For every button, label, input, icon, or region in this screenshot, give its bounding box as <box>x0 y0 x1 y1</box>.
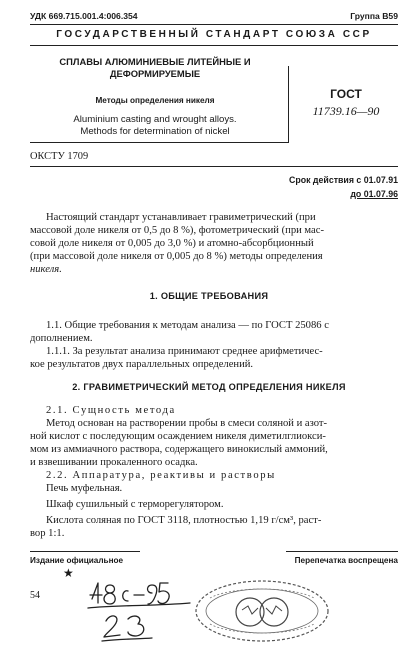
title-divider-left <box>30 142 288 143</box>
clause-2-1-text <box>30 417 395 469</box>
intro-line: никеля. <box>30 264 62 275</box>
clause-2-1-heading: 2.1. Сущность метода <box>46 405 176 416</box>
intro-line: Настоящий стандарт устанавливает гравиметрический (при <box>46 212 316 223</box>
official-edition-label: Издание официальное <box>30 556 124 565</box>
list-item: Печь муфельная. <box>46 483 123 494</box>
clause-line: Метод основан на растворении пробы в смеси соляной и азот- <box>46 418 328 429</box>
group-code: Группа В59 <box>350 11 398 21</box>
clause-line: мом из аммиачного раствора, содержащего винокислый аммоний, <box>30 444 328 455</box>
handwritten-note <box>86 577 196 647</box>
equipment-list <box>30 482 395 511</box>
clause-line: дополнением. <box>30 333 93 344</box>
clause-line: и взвешивании прокаленного осадка. <box>30 457 198 468</box>
clause-1-1-1 <box>30 345 395 371</box>
clause-line: Кислота соляная по ГОСТ 3118, плотностью 1,19 г/см³, раст- <box>46 515 322 526</box>
udk-code: УДК 669.715.001.4:006.354 <box>30 11 138 21</box>
english-title-line-1: Aluminium casting and wrought alloys. <box>73 114 237 125</box>
clause-line: кое результатов двух параллельных определений. <box>30 359 254 370</box>
state-standard-title: ГОСУДАРСТВЕННЫЙ СТАНДАРТ СОЮЗА ССР <box>56 29 372 40</box>
reagent-hcl <box>30 514 395 540</box>
intro-line: массовой доле никеля от 0,5 до 8 %), фотометрический (при мас- <box>30 225 324 236</box>
clause-line: вор 1:1. <box>30 528 65 539</box>
document-subtitle: Методы определения никеля <box>95 96 215 105</box>
section-2-heading: 2. ГРАВИМЕТРИЧЕСКИЙ МЕТОД ОПРЕДЕЛЕНИЯ НИКЕЛЯ <box>72 382 346 392</box>
intro-line: (при массовой доле никеля от 0,005 до 8 %) методы определения <box>30 251 323 262</box>
header-rule-bottom <box>30 45 398 46</box>
page-number: 54 <box>30 590 40 601</box>
clause-1-1 <box>30 319 395 345</box>
intro-paragraph <box>30 211 395 276</box>
intro-line: совой доле никеля от 0,005 до 3,0 %) и атомно-абсорбционный <box>30 238 314 249</box>
footer-rule-right <box>286 551 398 552</box>
gost-label: ГОСТ <box>330 87 362 101</box>
clause-2-2-heading: 2.2. Аппаратура, реактивы и растворы <box>46 470 276 481</box>
title-divider-vertical <box>288 66 289 143</box>
official-stamp <box>192 576 332 646</box>
gost-number: 11739.16—90 <box>312 104 380 118</box>
clause-line: 1.1. Общие требования к методам анализа — по ГОСТ 25086 с <box>46 320 329 331</box>
clause-line: ной кислот с последующим осаждением никеля диметилглиокси- <box>30 431 326 442</box>
english-title <box>40 114 270 137</box>
validity-from: Срок действия с 01.07.91 <box>288 175 398 185</box>
reprint-prohibited-label: Перепечатка воспрещена <box>294 556 398 565</box>
clause-line: 1.1.1. За результат анализа принимают среднее арифметичес- <box>46 346 323 357</box>
list-item: Шкаф сушильный с терморегулятором. <box>46 499 224 510</box>
section-1-heading: 1. ОБЩИЕ ТРЕБОВАНИЯ <box>149 291 269 301</box>
english-title-line-2: Methods for determination of nickel <box>80 125 230 137</box>
title-line-2: ДЕФОРМИРУЕМЫЕ <box>109 68 201 79</box>
okstu-code: ОКСТУ 1709 <box>30 151 89 162</box>
okstu-rule <box>30 166 398 167</box>
footer-rule-left <box>30 551 140 552</box>
title-line-1: СПЛАВЫ АЛЮМИНИЕВЫЕ ЛИТЕЙНЫЕ И <box>59 56 251 67</box>
document-title <box>40 56 270 80</box>
header-rule-top <box>30 24 398 25</box>
star-icon: ★ <box>63 566 74 580</box>
validity-to: до 01.07.96 <box>350 189 398 199</box>
